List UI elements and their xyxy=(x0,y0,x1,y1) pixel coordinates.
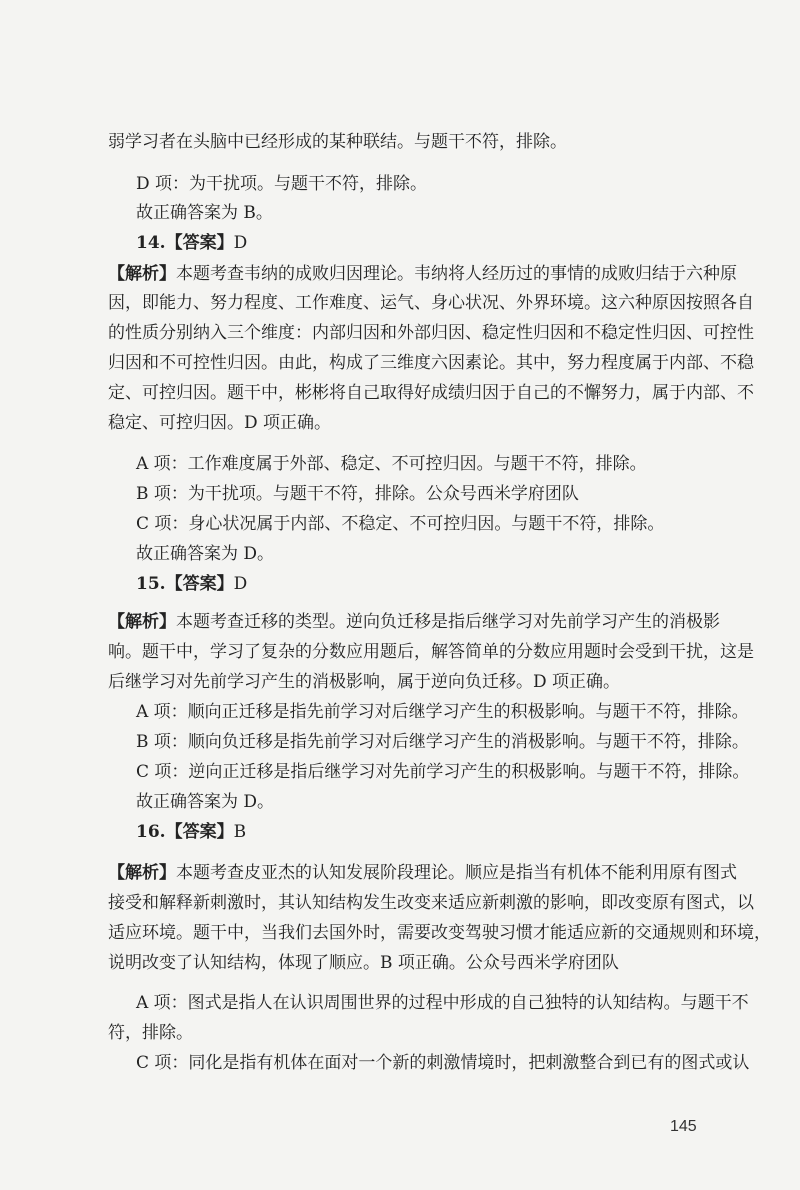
text-segment: C 项：逆向正迁移是指后继学习对先前学习产生的积极影响。与题干不符，排除。 xyxy=(136,762,750,782)
text-line xyxy=(0,321,800,345)
text-segment: C 项：同化是指有机体在面对一个新的刺激情境时，把刺激整合到已有的图式或认 xyxy=(136,1053,750,1073)
text-line xyxy=(0,262,800,286)
text-line xyxy=(0,452,800,476)
text-segment: 本题考查韦纳的成败归因理论。韦纳将人经历过的事情的成败归结于六种原 xyxy=(176,264,737,284)
text-segment: 本题考查迁移的类型。逆向负迁移是指后继学习对先前学习产生的消极影 xyxy=(176,612,720,632)
text-line xyxy=(0,381,800,405)
text-line xyxy=(0,482,800,506)
text-line xyxy=(0,760,800,784)
heading-marker: 15.【答案】 xyxy=(136,574,234,594)
heading-marker: 16.【答案】 xyxy=(136,822,234,842)
text-line xyxy=(0,542,800,566)
text-line xyxy=(0,130,800,154)
text-segment: 因，即能力、努力程度、工作难度、运气、身心状况、外界环境。这六种原因按照各自 xyxy=(108,293,754,313)
text-line xyxy=(0,670,800,694)
text-line xyxy=(0,351,800,375)
text-segment: A 项：工作难度属于外部、稳定、不可控归因。与题干不符，排除。 xyxy=(136,454,647,474)
text-segment: B xyxy=(233,822,247,842)
text-line xyxy=(0,700,800,724)
text-line xyxy=(0,201,800,225)
text-segment: A 项：顺向正迁移是指先前学习对后继学习产生的积极影响。与题干不符，排除。 xyxy=(136,702,749,722)
text-line xyxy=(0,891,800,915)
text-segment: 本题考查皮亚杰的认知发展阶段理论。顺应是指当有机体不能利用原有图式 xyxy=(176,863,737,883)
text-segment: 故正确答案为 D。 xyxy=(136,544,275,564)
text-line xyxy=(0,820,800,844)
text-line xyxy=(0,730,800,754)
text-line xyxy=(0,861,800,885)
text-line xyxy=(0,610,800,634)
text-line xyxy=(0,1021,800,1045)
text-line xyxy=(0,790,800,814)
text-segment: D 项：为干扰项。与题干不符，排除。 xyxy=(136,174,428,194)
text-segment: B 项：顺向负迁移是指先前学习对后继学习产生的消极影响。与题干不符，排除。 xyxy=(136,732,749,752)
text-segment: 符，排除。 xyxy=(108,1023,193,1043)
text-line xyxy=(0,951,800,975)
heading-marker: 【解析】 xyxy=(108,863,176,883)
text-segment: 归因和不可控性归因。由此，构成了三维度六因素论。其中，努力程度属于内部、不稳 xyxy=(108,353,754,373)
text-segment: 弱学习者在头脑中已经形成的某种联结。与题干不符，排除。 xyxy=(108,132,567,152)
heading-marker: 14.【答案】 xyxy=(136,233,234,253)
heading-marker: 【解析】 xyxy=(108,612,176,632)
text-segment: 的性质分别纳入三个维度：内部归因和外部归因、稳定性归因和不稳定性归因、可控性 xyxy=(108,323,754,343)
text-segment: 后继学习对先前学习产生的消极影响，属于逆向负迁移。D 项正确。 xyxy=(108,672,621,692)
text-line xyxy=(0,172,800,196)
text-segment: C 项：身心状况属于内部、不稳定、不可控归因。与题干不符，排除。 xyxy=(136,514,665,534)
text-segment: 说明改变了认知结构，体现了顺应。B 项正确。公众号西米学府团队 xyxy=(108,953,619,973)
text-line xyxy=(0,921,800,945)
text-segment: 接受和解释新刺激时，其认知结构发生改变来适应新刺激的影响，即改变原有图式，以 xyxy=(108,893,754,913)
heading-marker: 【解析】 xyxy=(108,264,176,284)
text-line xyxy=(0,572,800,596)
text-line xyxy=(0,291,800,315)
text-segment: D xyxy=(233,574,248,594)
text-segment: 响。题干中，学习了复杂的分数应用题后，解答简单的分数应用题时会受到干扰，这是 xyxy=(108,642,754,662)
text-segment: A 项：图式是指人在认识周围世界的过程中形成的自己独特的认知结构。与题干不 xyxy=(136,993,749,1013)
text-line xyxy=(0,231,800,255)
page-number: 145 xyxy=(670,1118,697,1135)
text-segment: 适应环境。题干中，当我们去国外时，需要改变驾驶习惯才能适应新的交通规则和环境， xyxy=(108,923,771,943)
text-line xyxy=(0,1051,800,1075)
text-segment: 稳定、可控归因。D 项正确。 xyxy=(108,413,332,433)
text-segment: D xyxy=(233,233,248,253)
text-segment: 故正确答案为 B。 xyxy=(136,203,273,223)
text-line xyxy=(0,411,800,435)
text-segment: B 项：为干扰项。与题干不符，排除。公众号西米学府团队 xyxy=(136,484,579,504)
text-segment: 故正确答案为 D。 xyxy=(136,792,275,812)
text-line xyxy=(0,991,800,1015)
text-line xyxy=(0,640,800,664)
text-line xyxy=(0,512,800,536)
text-segment: 定、可控归因。题干中，彬彬将自己取得好成绩归因于自己的不懈努力，属于内部、不 xyxy=(108,383,754,403)
